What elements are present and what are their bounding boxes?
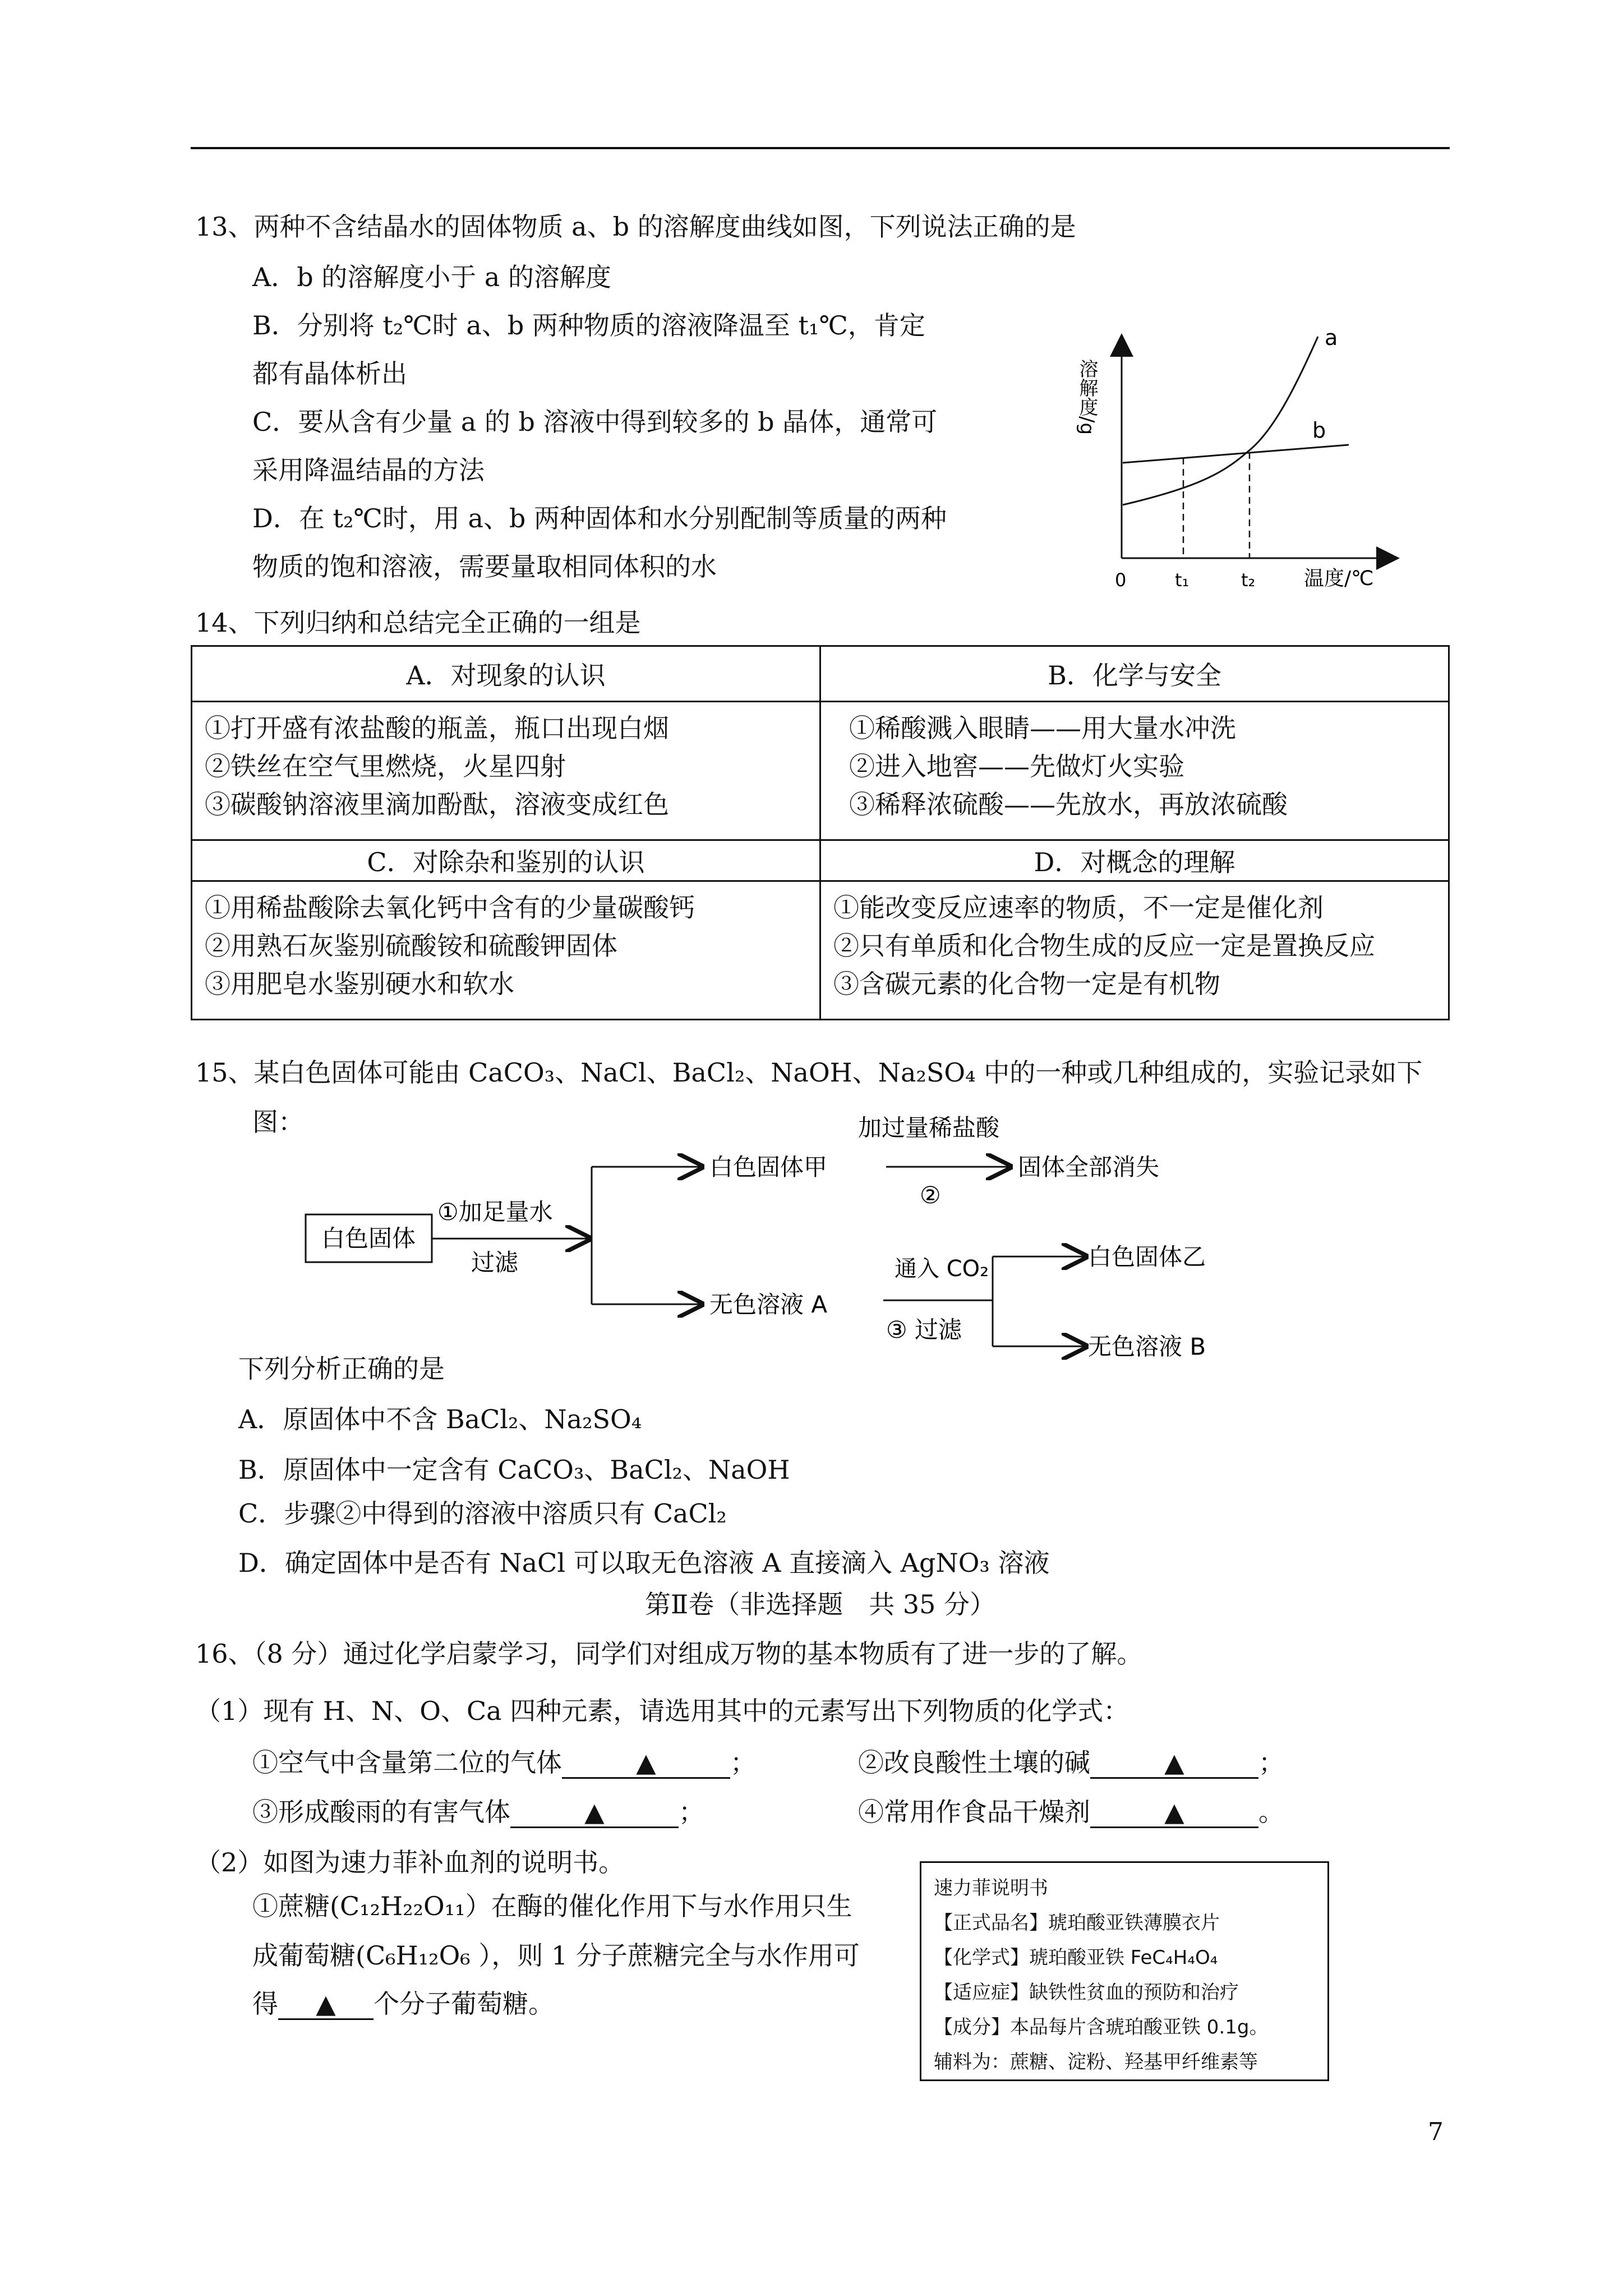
q15-ask: 下列分析正确的是 <box>238 1354 445 1384</box>
q16-item2 <box>858 1746 1284 1779</box>
q16-part2: （2）如图为速力菲补血剂的说明书。 <box>195 1847 625 1878</box>
curve-a <box>1123 337 1318 505</box>
q16-item3-punct: ； <box>679 1797 704 1827</box>
q16-item3-text: ③形成酸雨的有害气体 <box>252 1797 510 1827</box>
q15-stem-line2: 图： <box>252 1107 304 1137</box>
q16-item1 <box>252 1746 756 1779</box>
answer-blank[interactable]: ▲ <box>278 1989 374 2020</box>
q16-item1-punct: ； <box>730 1747 756 1778</box>
q14-b-item: ③稀释浓硫酸——先放水，再放浓硫酸 <box>849 789 1288 820</box>
q16-item4-text: ④常用作食品干燥剂 <box>858 1797 1090 1827</box>
q16-item1-text: ①空气中含量第二位的气体 <box>252 1747 562 1778</box>
answer-blank[interactable]: ▲ <box>1090 1797 1258 1828</box>
q13-option-d-line1: D．在 t₂℃时，用 a、b 两种固体和水分别配制等质量的两种 <box>252 503 947 533</box>
q13-option-c-line2: 采用降温结晶的方法 <box>252 455 485 485</box>
step2-bottom: ② <box>920 1181 941 1209</box>
solution-b-label: 无色溶液 B <box>1088 1333 1206 1360</box>
solution-a-label: 无色溶液 A <box>709 1291 828 1318</box>
q13-option-b-line1: B．分别将 t₂℃时 a、b 两种物质的溶液降温至 t₁℃，肯定 <box>252 310 925 341</box>
q14-b-item: ②进入地窖——先做灯火实验 <box>849 751 1184 781</box>
q16-item2-text: ②改良酸性土壤的碱 <box>858 1747 1090 1778</box>
answer-blank[interactable]: ▲ <box>510 1797 679 1828</box>
t2-label: t₂ <box>1241 569 1256 591</box>
q14-c-head: C．对除杂和鉴别的认识 <box>192 840 820 881</box>
q14-c-body <box>192 881 820 1020</box>
leaflet-line: 辅料为：蔗糖、淀粉、羟基甲纤维素等 <box>934 2051 1258 2073</box>
q14-d-item: ②只有单质和化合物生成的反应一定是置换反应 <box>833 931 1375 961</box>
q13-option-d-line2: 物质的饱和溶液，需要量取相同体积的水 <box>252 551 717 582</box>
q14-stem: 14、下列归纳和总结完全正确的一组是 <box>195 608 641 638</box>
q16-part1: （1）现有 H、N、O、Ca 四种元素，请选用其中的元素写出下列物质的化学式： <box>195 1696 1129 1726</box>
q14-a-item: ②铁丝在空气里燃烧，火星四射 <box>205 751 566 781</box>
q16-part2-line1: ①蔗糖(C₁₂H₂₂O₁₁）在酶的催化作用下与水作用只生 <box>252 1891 852 1921</box>
instruction-leaflet <box>920 1861 1329 2081</box>
q14-b-body <box>820 702 1449 840</box>
section-2-title: 第Ⅱ卷（非选择题 共 35 分） <box>645 1589 996 1619</box>
q14-a-head: A．对现象的认识 <box>192 646 820 702</box>
q16-part2-pre: 得 <box>252 1989 278 2019</box>
q14-c-item: ①用稀盐酸除去氧化钙中含有的少量碳酸钙 <box>205 892 695 923</box>
step3-bottom: ③ 过滤 <box>886 1316 962 1343</box>
solid-yi-label: 白色固体乙 <box>1088 1243 1206 1271</box>
q14-table <box>191 645 1450 1020</box>
t1-label: t₁ <box>1175 569 1189 591</box>
q14-a-body <box>192 702 820 840</box>
q13-option-c-line1: C．要从含有少量 a 的 b 溶液中得到较多的 b 晶体，通常可 <box>252 407 938 437</box>
q15-option-b: B．原固体中一定含有 CaCO₃、BaCl₂、NaOH <box>238 1455 790 1485</box>
curve-b-label: b <box>1312 418 1326 443</box>
answer-blank[interactable]: ▲ <box>1090 1748 1258 1779</box>
leaflet-line: 【正式品名】琥珀酸亚铁薄膜衣片 <box>934 1912 1220 1934</box>
step2-top: 加过量稀盐酸 <box>858 1114 1000 1142</box>
solubility-chart <box>1076 325 1408 606</box>
answer-blank[interactable]: ▲ <box>562 1748 730 1779</box>
page-number: 7 <box>1428 2118 1444 2146</box>
q16-part2-line2: 成葡萄糖(C₆H₁₂O₆ ），则 1 分子蔗糖完全与水作用可 <box>252 1940 860 1971</box>
q14-a-item: ③碳酸钠溶液里滴加酚酞，溶液变成红色 <box>205 789 669 820</box>
leaflet-title: 速力菲说明书 <box>934 1877 1048 1899</box>
x-axis-label: 温度/℃ <box>1304 567 1374 590</box>
y-axis-label: 溶解度/g <box>1076 359 1098 435</box>
q14-c-item: ③用肥皂水鉴别硬水和软水 <box>205 969 514 999</box>
step1-top: ①加足量水 <box>437 1198 553 1226</box>
result2-label: 固体全部消失 <box>1018 1153 1160 1181</box>
q16-item4 <box>858 1795 1284 1829</box>
q14-d-body <box>820 881 1449 1020</box>
experiment-flowchart <box>297 1094 1251 1386</box>
q14-d-head: D．对概念的理解 <box>820 840 1449 881</box>
q13-option-b-line2: 都有晶体析出 <box>252 358 407 389</box>
leaflet-line: 【适应症】缺铁性贫血的预防和治疗 <box>934 1981 1239 2004</box>
leaflet-line: 【成分】本品每片含琥珀酸亚铁 0.1g。 <box>934 2016 1269 2039</box>
q15-stem-line1: 15、某白色固体可能由 CaCO₃、NaCl、BaCl₂、NaOH、Na₂SO₄ 中的一种或几种组成的，实验记录如下 <box>195 1057 1423 1088</box>
q16-item4-punct: 。 <box>1258 1797 1284 1827</box>
q15-option-d: D．确定固体中是否有 NaCl 可以取无色溶液 A 直接滴入 AgNO₃ 溶液 <box>238 1548 1050 1578</box>
solid-jia-label: 白色固体甲 <box>709 1153 828 1181</box>
header-rule <box>191 147 1450 149</box>
q16-stem: 16、（8 分）通过化学启蒙学习，同学们对组成万物的基本物质有了进一步的了解。 <box>195 1639 1143 1669</box>
curve-b <box>1123 445 1349 463</box>
q14-b-item: ①稀酸溅入眼睛——用大量水冲洗 <box>849 713 1236 743</box>
step1-bottom: 过滤 <box>471 1249 519 1276</box>
q14-b-head: B．化学与安全 <box>820 646 1449 702</box>
q15-option-a: A．原固体中不含 BaCl₂、Na₂SO₄ <box>238 1404 642 1434</box>
q14-d-item: ①能改变反应速率的物质，不一定是催化剂 <box>833 892 1324 923</box>
q14-a-item: ①打开盛有浓盐酸的瓶盖，瓶口出现白烟 <box>205 713 669 743</box>
q13-stem: 13、两种不含结晶水的固体物质 a、b 的溶解度曲线如图，下列说法正确的是 <box>195 211 1076 242</box>
q14-c-item: ②用熟石灰鉴别硫酸铵和硫酸钾固体 <box>205 931 617 961</box>
q13-option-a: A．b 的溶解度小于 a 的溶解度 <box>252 262 611 292</box>
step3-top: 通入 CO₂ <box>895 1256 989 1282</box>
q16-part2-line3 <box>252 1987 554 2021</box>
q14-d-item: ③含碳元素的化合物一定是有机物 <box>833 969 1220 999</box>
curve-a-label: a <box>1325 325 1338 350</box>
origin-label: 0 <box>1115 569 1127 591</box>
start-label: 白色固体 <box>321 1225 416 1252</box>
q16-item2-punct: ； <box>1258 1747 1284 1778</box>
q15-option-c: C．步骤②中得到的溶液中溶质只有 CaCl₂ <box>238 1498 727 1529</box>
q16-item3 <box>252 1795 704 1829</box>
q16-part2-post: 个分子葡萄糖。 <box>374 1989 554 2019</box>
leaflet-line: 【化学式】琥珀酸亚铁 FeC₄H₄O₄ <box>934 1947 1218 1969</box>
